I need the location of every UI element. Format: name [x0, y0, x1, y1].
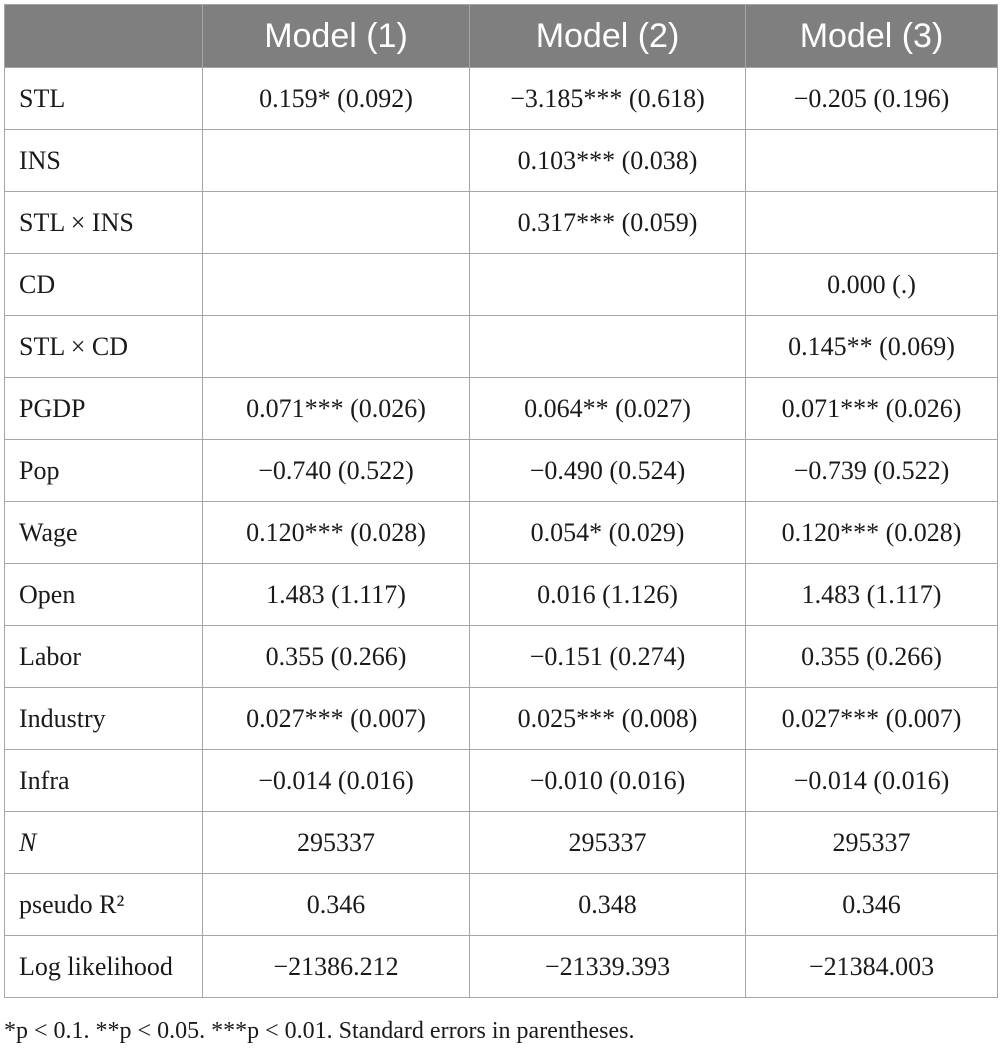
cell-model-2: 295337	[470, 812, 746, 874]
cell-model-2	[470, 254, 746, 316]
header-cell-model-1: Model (1)	[203, 5, 470, 68]
row-variable-label: STL × CD	[5, 316, 203, 378]
cell-model-2: −3.185*** (0.618)	[470, 68, 746, 130]
cell-model-1: −0.014 (0.016)	[203, 750, 470, 812]
table-row	[5, 564, 998, 626]
table-row	[5, 936, 998, 998]
header-cell-model-3: Model (3)	[746, 5, 998, 68]
header-cell-model-2: Model (2)	[470, 5, 746, 68]
row-variable-label: STL	[5, 68, 203, 130]
cell-model-1	[203, 316, 470, 378]
cell-model-3: 0.027*** (0.007)	[746, 688, 998, 750]
cell-model-1: 0.159* (0.092)	[203, 68, 470, 130]
table-row	[5, 254, 998, 316]
table-row	[5, 192, 998, 254]
header-cell-variable	[5, 5, 203, 68]
row-variable-label: CD	[5, 254, 203, 316]
row-variable-label: Labor	[5, 626, 203, 688]
cell-model-2: 0.348	[470, 874, 746, 936]
cell-model-3: −0.739 (0.522)	[746, 440, 998, 502]
row-variable-label: Pop	[5, 440, 203, 502]
cell-model-3	[746, 192, 998, 254]
cell-model-3	[746, 130, 998, 192]
table-footnote: *p < 0.1. **p < 0.05. ***p < 0.01. Standard errors in parentheses.	[4, 1018, 635, 1044]
row-variable-label: Infra	[5, 750, 203, 812]
cell-model-2: 0.317*** (0.059)	[470, 192, 746, 254]
row-variable-label: Log likelihood	[5, 936, 203, 998]
cell-model-3: 0.346	[746, 874, 998, 936]
table-row	[5, 440, 998, 502]
row-variable-label: INS	[5, 130, 203, 192]
cell-model-2: 0.054* (0.029)	[470, 502, 746, 564]
regression-table-container	[4, 4, 998, 998]
table-body	[5, 68, 998, 998]
cell-model-2: 0.025*** (0.008)	[470, 688, 746, 750]
row-variable-label: pseudo R²	[5, 874, 203, 936]
cell-model-1: −0.740 (0.522)	[203, 440, 470, 502]
table-row	[5, 874, 998, 936]
cell-model-1	[203, 130, 470, 192]
cell-model-1: 0.071*** (0.026)	[203, 378, 470, 440]
cell-model-2: 0.064** (0.027)	[470, 378, 746, 440]
cell-model-2: −0.490 (0.524)	[470, 440, 746, 502]
table-row	[5, 688, 998, 750]
cell-model-2: −21339.393	[470, 936, 746, 998]
cell-model-3: 1.483 (1.117)	[746, 564, 998, 626]
row-variable-label: Industry	[5, 688, 203, 750]
table-row	[5, 502, 998, 564]
row-variable-label: Wage	[5, 502, 203, 564]
cell-model-1: 0.120*** (0.028)	[203, 502, 470, 564]
row-variable-label: PGDP	[5, 378, 203, 440]
cell-model-3: −21384.003	[746, 936, 998, 998]
table-header-row	[5, 5, 998, 68]
table-row	[5, 626, 998, 688]
cell-model-3: 0.145** (0.069)	[746, 316, 998, 378]
table-row	[5, 378, 998, 440]
cell-model-1: 0.346	[203, 874, 470, 936]
table-row	[5, 750, 998, 812]
cell-model-3: 0.355 (0.266)	[746, 626, 998, 688]
row-variable-label: STL × INS	[5, 192, 203, 254]
cell-model-3: 0.071*** (0.026)	[746, 378, 998, 440]
table-row	[5, 316, 998, 378]
cell-model-1	[203, 192, 470, 254]
cell-model-3: 0.000 (.)	[746, 254, 998, 316]
cell-model-1: −21386.212	[203, 936, 470, 998]
cell-model-2: 0.016 (1.126)	[470, 564, 746, 626]
cell-model-2: 0.103*** (0.038)	[470, 130, 746, 192]
cell-model-1	[203, 254, 470, 316]
cell-model-3: −0.014 (0.016)	[746, 750, 998, 812]
table-row	[5, 812, 998, 874]
cell-model-3: 0.120*** (0.028)	[746, 502, 998, 564]
cell-model-1: 1.483 (1.117)	[203, 564, 470, 626]
table-row	[5, 130, 998, 192]
regression-table	[4, 4, 998, 998]
cell-model-1: 0.355 (0.266)	[203, 626, 470, 688]
row-variable-label: Open	[5, 564, 203, 626]
table-row	[5, 68, 998, 130]
cell-model-2: −0.151 (0.274)	[470, 626, 746, 688]
cell-model-2: −0.010 (0.016)	[470, 750, 746, 812]
cell-model-2	[470, 316, 746, 378]
cell-model-3: −0.205 (0.196)	[746, 68, 998, 130]
row-variable-label: N	[5, 812, 203, 874]
cell-model-1: 0.027*** (0.007)	[203, 688, 470, 750]
cell-model-1: 295337	[203, 812, 470, 874]
cell-model-3: 295337	[746, 812, 998, 874]
